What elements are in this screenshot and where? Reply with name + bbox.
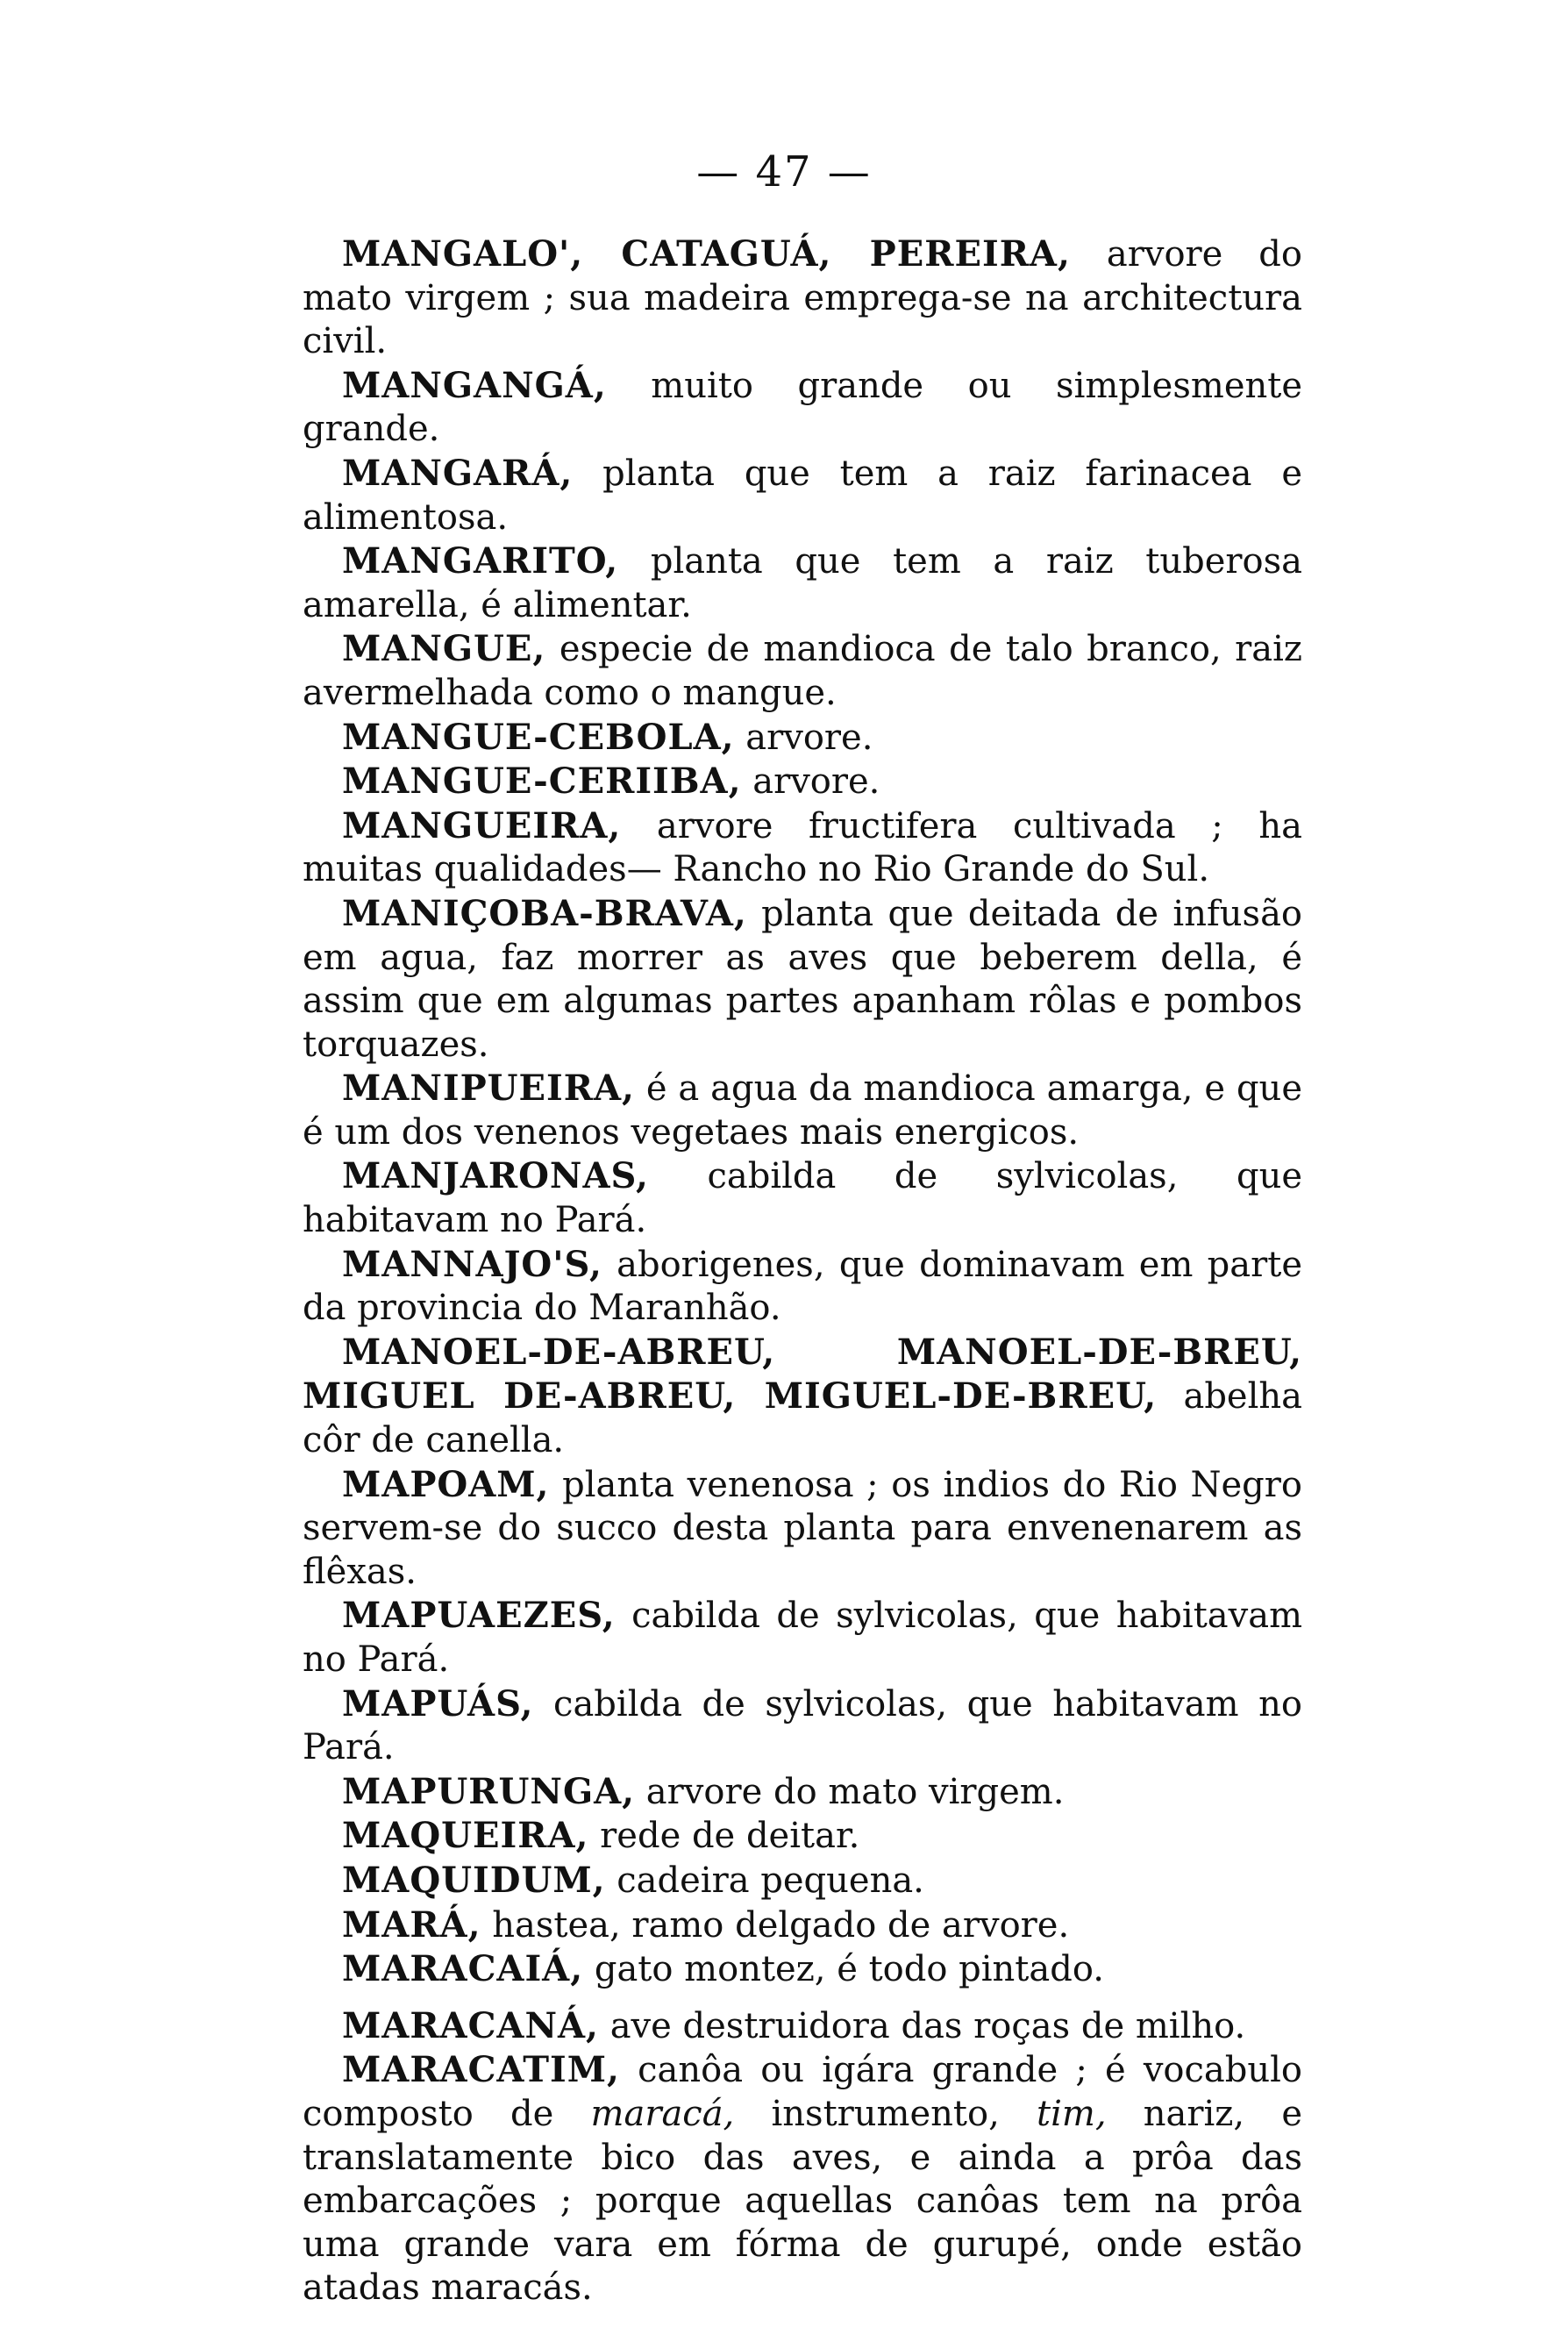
- entry-text: arvore.: [741, 761, 880, 803]
- entry-head: MANGUE,: [342, 628, 546, 670]
- entry-text: planta que tem a raiz tuberosa amarella, é alimentar.: [303, 541, 1302, 625]
- entry-text: arvore.: [734, 717, 873, 758]
- entry-text: cabilda de sylvicolas, que habitavam no Pará.: [303, 1156, 1302, 1241]
- entry-text: é a agua da mandioca amarga, e que é um dos venenos vegetaes mais energicos.: [303, 1068, 1302, 1153]
- entry-text: cadeira pequena.: [605, 1860, 924, 1901]
- entry-head: MANGANGÁ,: [342, 364, 607, 406]
- entry-head: MANGARITO,: [342, 540, 619, 582]
- entry-text: arvore fructifera cultivada ; ha muitas qualidades— Rancho no Rio Grande do Sul.: [303, 805, 1302, 890]
- entry-text: especie de mandioca de talo branco, raiz avermelhada como o mangue.: [303, 629, 1302, 713]
- entry-italic-term: tim,: [1037, 2093, 1107, 2134]
- entry-text: arvore do mato virgem.: [635, 1771, 1065, 1812]
- entry-head: MANGUE-CERIIBA,: [342, 760, 742, 803]
- entry-manjaronas: [303, 1154, 1302, 1242]
- entry-text: canôa ou igára grande ; é vocabulo composto de: [303, 2050, 1302, 2134]
- page-number: — 47 —: [696, 147, 872, 196]
- entry-head: MARACANÁ,: [342, 2004, 599, 2046]
- entry-mapoam: [303, 1463, 1302, 1595]
- entry-head: MANIPUEIRA,: [342, 1068, 635, 1110]
- entry-text: planta que deitada de infusão em agua, faz morrer as aves que beberem della, é assim que em algumas partes apanham rôlas e pombos torquazes.: [303, 893, 1302, 1065]
- entry-head: MAPUÁS,: [342, 1682, 534, 1724]
- entry-mapuas: [303, 1682, 1302, 1770]
- entry-text: planta venenosa ; os indios do Rio Negro servem-se do succo desta planta para envenenarem as flêxas.: [303, 1464, 1302, 1592]
- entry-mapurunga: [303, 1770, 1302, 1815]
- entry-maracaia: [303, 1947, 1302, 1992]
- entry-text: cabilda de sylvicolas, que habitavam no Pará.: [303, 1596, 1302, 1680]
- entry-text: hastea, ramo delgado de arvore.: [481, 1904, 1070, 1946]
- entry-manoel-de-abreu: [303, 1331, 1302, 1463]
- entry-head: MANJARONAS,: [342, 1155, 649, 1197]
- entry-head: MANGALO', CATAGUÁ, PEREIRA,: [342, 233, 1071, 275]
- entry-mangue-cebola: [303, 716, 1302, 760]
- entry-mara: [303, 1903, 1302, 1948]
- entry-mangarito: [303, 539, 1302, 627]
- entry-mangue-ceriiba: [303, 760, 1302, 804]
- entry-mannajos: [303, 1243, 1302, 1331]
- entry-head: MARÁ,: [342, 1903, 481, 1946]
- entry-text: planta que tem a raiz farinacea e alimentosa.: [303, 453, 1302, 538]
- entry-head: MANIÇOBA-BRAVA,: [342, 892, 747, 934]
- entry-head: MAQUEIRA,: [342, 1815, 589, 1857]
- entry-head: MAPUAEZES,: [342, 1595, 616, 1637]
- entry-text: aborigenes, que dominavam em parte da provincia do Maranhão.: [303, 1244, 1302, 1329]
- entry-mangueira: [303, 804, 1302, 892]
- entry-head: MAPURUNGA,: [342, 1770, 636, 1812]
- entry-head: MARACATIM,: [342, 2049, 620, 2091]
- entry-mangue: [303, 627, 1302, 715]
- entry-text: abelha côr de canella.: [303, 1376, 1303, 1461]
- entry-head: MANOEL-DE-ABREU, MANOEL-DE-BREU, MIGUEL DE-ABREU, MIGUEL-DE-BREU,: [303, 1331, 1302, 1417]
- entry-text: ave destruidora das roças de milho.: [598, 2005, 1246, 2046]
- entry-head: MAQUIDUM,: [342, 1859, 606, 1901]
- entry-mapuaezes: [303, 1594, 1302, 1682]
- entry-head: MANNAJO'S,: [342, 1243, 602, 1285]
- entry-mangalo: [303, 232, 1302, 364]
- entry-text: gato montez, é todo pintado.: [583, 1949, 1104, 1990]
- entry-manipueira: [303, 1067, 1302, 1154]
- entry-maquidum: [303, 1859, 1302, 1903]
- entry-text: muito grande ou simplesmente grande.: [303, 365, 1302, 450]
- entry-maqueira: [303, 1814, 1302, 1859]
- entry-head: MARACAIÁ,: [342, 1948, 584, 1990]
- entry-text: instrumento,: [734, 2093, 1037, 2134]
- entry-text: cabilda de sylvicolas, que habitavam no Pará.: [303, 1683, 1302, 1768]
- entry-head: MANGUEIRA,: [342, 804, 622, 846]
- entry-text: rede de deitar.: [588, 1816, 860, 1857]
- entry-mangara: [303, 452, 1302, 539]
- entry-head: MAPOAM,: [342, 1463, 550, 1505]
- dictionary-entries: [303, 232, 1302, 2310]
- entry-head: MANGARÁ,: [342, 452, 574, 494]
- entry-text: nariz, e translatamente bico das aves, e ainda a prôa das embarcações ; porque aquellas canôas tem na prôa uma grande vara em fórma de gurupé, onde estão atadas maracás.: [303, 2093, 1302, 2309]
- entry-manicoba-brava: [303, 892, 1302, 1067]
- entry-text: arvore do mato virgem ; sua madeira emprega-se na architectura civil.: [303, 234, 1302, 362]
- entry-italic-term: maracá,: [590, 2093, 735, 2134]
- entry-head: MANGUE-CEBOLA,: [342, 716, 735, 758]
- entry-manganga: [303, 364, 1302, 452]
- entry-maracatim: [303, 2048, 1302, 2310]
- entry-maracana: [303, 2004, 1302, 2049]
